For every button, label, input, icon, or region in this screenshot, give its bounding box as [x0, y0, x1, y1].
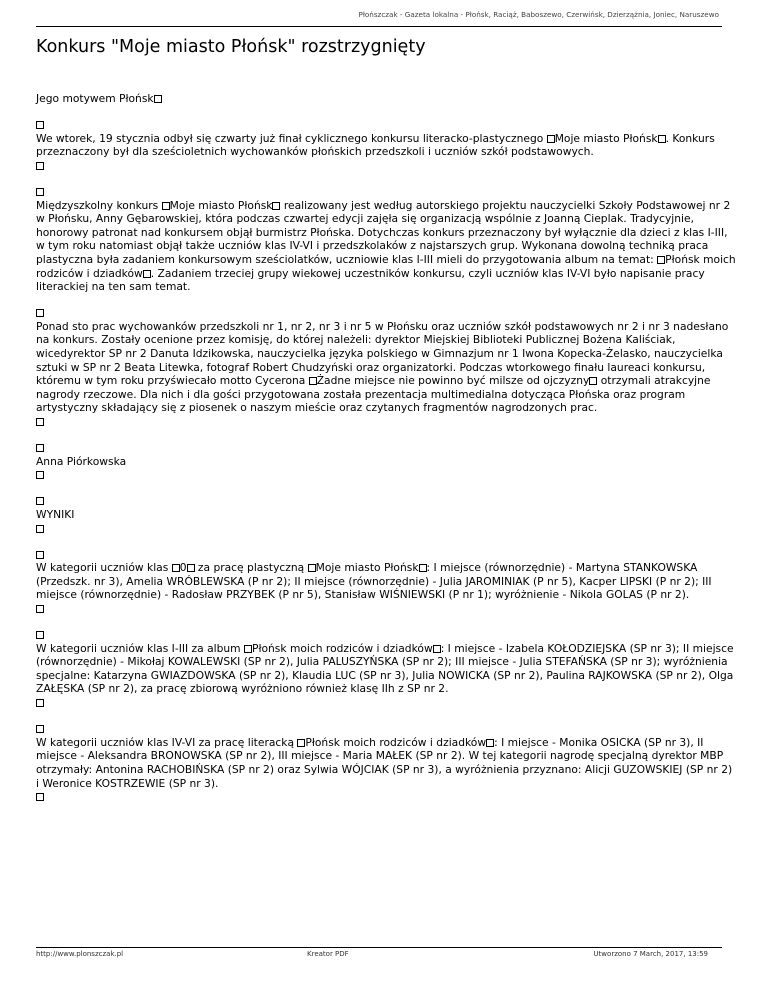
missing-glyph-icon	[162, 202, 170, 210]
site-header-line: Płońszczak - Gazeta lokalna - Płońsk, Raciąż, Baboszewo, Czerwińsk, Dzierzążnia, Joniec, Naruszewo	[358, 10, 719, 19]
text-run: Międzyszkolny konkurs	[36, 198, 162, 212]
contest-name: Moje miasto Płońsk	[169, 198, 273, 212]
text-run: Ponad sto prac wychowanków przedszkoli nr 1, nr 2, nr 3 i nr 5 w Płońsku oraz uczniów szkół podstawowych nr 2 i nr 3 nadesłano na konkurs. Zostały ocenione przez komisję, do której należeli: dyrektor Miejskiej Biblioteki Publicznej Bożena Kaliściak, wicedyrektor SP nr 2 Danuta Idzikowska, nauczycielka języka polskiego w Gimnazjum nr 1 Iwona Kopecka-Żelasko, nauczycielka sztuki w SP nr 2 Beata Litewka, fotograf Robert Chudzyński oraz organizatorki. Podczas wtorkowego finału laureaci konkursu, któremu w tym roku przyświecało motto Cycerona	[36, 319, 729, 388]
album-topic: Płońsk moich rodziców i dziadków	[252, 641, 433, 655]
lead-text: Jego motywem Płońsk	[36, 92, 154, 105]
album-topic: Płońsk moich rodziców i dziadków	[305, 735, 487, 749]
cicero-motto: Żadne miejsce nie powinno być milsze od ojczyzny	[316, 374, 590, 388]
missing-glyph-icon	[172, 564, 180, 572]
missing-glyph-icon	[433, 645, 441, 653]
missing-glyph-icon	[309, 377, 317, 385]
article-lead	[36, 92, 736, 106]
missing-glyph-icon	[36, 471, 44, 479]
text-run: W kategorii uczniów klas I-III za album	[36, 641, 244, 655]
missing-glyph-icon	[486, 739, 494, 747]
footer-creator: Kreator PDF	[307, 950, 349, 958]
text-run: otrzymali atrakcyjne nagrody rzeczowe. Dla nich i dla gości przygotowana została prezentacja multimedialna dotycząca Płońska oraz program artystyczny składający się z piosenek o naszym mieście oraz czytanych fragmentów nagrodzonych prac.	[36, 374, 711, 415]
text-run: : I miejsce - Monika OSICKA (SP nr 3), II miejsce - Aleksandra BRONOWSKA (SP nr 2), III miejsce - Maria MAŁEK (SP nr 2). W tej kategorii nagrodę specjalną dyrektor MBP otrzymały: Antonina RACHOBIŃSKA (SP nr 2) oraz Sylwia WÓJCIAK (SP nr 3), a wyróżnienia przyznano: Alicji GUZOWSKIEJ (SP nr 2) i Weronice KOSTRZEWIE (SP nr 3).	[36, 735, 733, 790]
missing-glyph-icon	[419, 564, 427, 572]
article-body	[36, 92, 736, 816]
text-run: realizowany jest według autorskiego projektu nauczycielki Szkoły Podstawowej nr 2 w Płońsku, Anny Gębarowskiej, która podczas czwartej edycji zajęła się organizacją wspólnie z Joanną Cieplak. Tradycyjnie, honorowy patronat nad konkursem objął burmistrz Płońska. Dotychczas konkurs przeznaczony był wyłącznie dla dzieci z klas I-III, w tym roku natomiast objął także uczniów klas IV-VI i przedszkolaków z najstarszych grup. Wykonana dowolną techniką praca plastyczna była zadaniem konkursowym sześciolatków, uczniowie klas I-III mieli do przygotowania album na temat:	[36, 198, 731, 266]
missing-glyph-icon	[36, 525, 44, 533]
article-title: Konkurs "Moje miasto Płońsk" rozstrzygnięty	[36, 37, 426, 57]
missing-glyph-icon	[187, 564, 195, 572]
contest-name: Moje miasto Płońsk	[315, 561, 419, 575]
missing-glyph-icon	[143, 270, 151, 278]
album-topic: Płońsk moich rodziców i dziadków	[36, 252, 736, 280]
paragraph-jury-and-final	[36, 306, 736, 428]
missing-glyph-icon	[36, 444, 44, 452]
author-name: Anna Piórkowska	[36, 454, 127, 468]
text-run: : I miejsce - Izabela KOŁODZIEJSKA (SP nr 3); II miejsce (równorzędnie) - Mikołaj KOWALEWSKI (SP nr 2), Julia PALUSZYŃSKA (SP nr 2); III miejsce - Julia STEFAŃSKA (SP nr 3); wyróżnienia specjalne: Katarzyna GWIAZDOWSKA (SP nr 2), Klaudia LUC (SP nr 3), Julia NOWICKA (SP nr 2), Paulina RAJKOWSKA (SP nr 2), Olga ZAŁĘSKA (SP nr 2), za pracę zbiorową wyróżniono również klasę IIh z SP nr 2.	[36, 641, 734, 696]
missing-glyph-icon	[36, 699, 44, 707]
text-run: W kategorii uczniów klas IV-VI za pracę literacką	[36, 735, 298, 749]
missing-glyph-icon	[36, 162, 44, 170]
text-run: : I miejsce (równorzędnie) - Martyna STANKOWSKA (Przedszk. nr 3), Amelia WRÓBLEWSKA (P nr 2); II miejsce (równorzędnie) - Julia JAROMINIAK (P nr 5), Kacper LIPSKI (P nr 2); III miejsce (równorzędnie) - Radosław PRZYBEK (P nr 5), Stanisław WIŚNIEWSKI (P nr 1); wyróżnienie - Nikola GOLAS (P nr 2).	[36, 561, 712, 602]
missing-glyph-icon	[36, 551, 44, 559]
author-block	[36, 441, 736, 482]
text-run: za pracę plastyczną	[194, 561, 308, 575]
results-category-0	[36, 548, 736, 616]
results-category-1-3	[36, 628, 736, 710]
text-run: . Konkurs przeznaczony był dla sześcioletnich wychowanków płońskich przedszkoli i uczniów szkół podstawowych.	[36, 131, 715, 159]
text-run: W kategorii uczniów klas	[36, 561, 172, 575]
class-label: 0	[179, 561, 187, 575]
missing-glyph-icon	[36, 188, 44, 196]
missing-glyph-icon	[547, 135, 555, 143]
paragraph-contest-description	[36, 185, 736, 294]
missing-glyph-icon	[244, 645, 252, 653]
missing-glyph-icon	[36, 605, 44, 613]
text-run: . Zadaniem trzeciej grupy wiekowej uczestników konkursu, czyli uczniów klas IV-VI było napisanie pracy literackiej na ten sam temat.	[36, 266, 705, 294]
contest-name: Moje miasto Płońsk	[554, 131, 658, 145]
footer-created-date: Utworzono 7 March, 2017, 13:59	[593, 950, 708, 958]
paragraph-final-intro	[36, 118, 736, 172]
missing-glyph-icon	[36, 418, 44, 426]
footer-divider	[36, 947, 722, 948]
missing-glyph-icon	[36, 121, 44, 129]
results-heading: WYNIKI	[36, 507, 75, 521]
footer-site-url: http://www.plonszczak.pl	[36, 950, 124, 958]
missing-glyph-icon	[154, 95, 162, 103]
missing-glyph-icon	[657, 256, 665, 264]
text-run: We wtorek, 19 stycznia odbył się czwarty już finał cyklicznego konkursu literacko-plastycznego	[36, 131, 547, 145]
missing-glyph-icon	[36, 631, 44, 639]
missing-glyph-icon	[308, 564, 316, 572]
missing-glyph-icon	[36, 497, 44, 505]
missing-glyph-icon	[658, 135, 666, 143]
results-category-4-6	[36, 722, 736, 804]
header-divider	[36, 26, 722, 27]
results-heading-block	[36, 494, 736, 535]
missing-glyph-icon	[36, 793, 44, 801]
missing-glyph-icon	[36, 309, 44, 317]
missing-glyph-icon	[36, 725, 44, 733]
